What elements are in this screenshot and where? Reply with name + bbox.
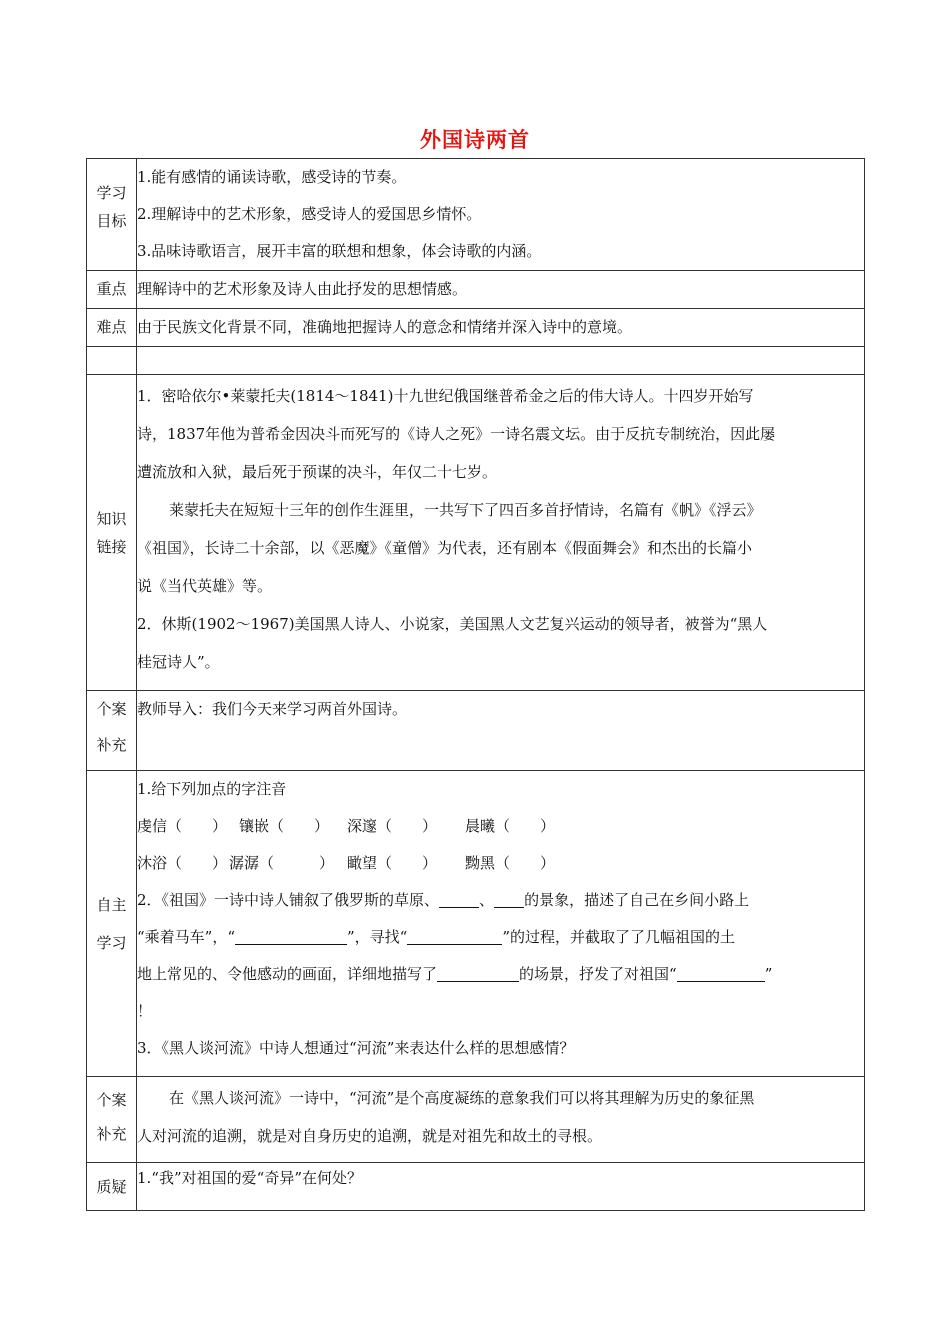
fill-blank-5[interactable] [437,963,519,982]
pinyin-item: 深邃（ ） [347,817,438,835]
pinyin-item: 镶嵌（ ） [239,817,330,835]
goal-1: 1.能有感情的诵读诗歌，感受诗的节奏。 [137,168,407,186]
knowledge-line-2: 诗，1837年他为普希金因决斗而死写的《诗人之死》一诗名震文坛。由于反抗专制统治，因此屡 [137,425,776,443]
empty-cell-content [137,347,865,375]
empty-cell-label [87,347,137,375]
q2-text: 的场景，抒发了对祖国“ [519,965,677,983]
supplement-2-line-2: 人对河流的追溯，就是对自身历史的追溯，就是对祖先和故土的寻根。 [137,1127,603,1145]
knowledge-content [137,375,865,691]
q2-text: 、 [479,891,495,909]
row-knowledge [87,375,865,691]
q2-text: 的景象，描述了自己在乡间小路上 [524,891,750,909]
label-supplement-2: 个案补充 [87,1077,137,1163]
pinyin-item: 瞰望（ ） [347,854,438,872]
goal-2: 2.理解诗中的艺术形象，感受诗人的爱国思乡情怀。 [137,205,482,223]
supplement-2-line-1: 在《黑人谈河流》一诗中，“河流”是个高度凝练的意象我们可以将其理解为历史的象征黑 [169,1089,755,1107]
q2-text: ”的过程，并截取了了几幅祖国的土 [502,928,736,946]
q2-text: 地上常见的、令他感动的画面，详细地描写了 [137,965,438,983]
knowledge-line-8: 桂冠诗人”。 [137,653,220,671]
knowledge-line-1: 1．密哈依尔•莱蒙托夫(1814～1841)十九世纪俄国继普希金之后的伟大诗人。十四岁开始写 [137,387,754,405]
self-study-q3: 3．《黑人谈河流》中诗人想通过“河流”来表达什么样的思想感情？ [137,1039,575,1057]
row-goals [87,159,865,271]
knowledge-line-3: 遭流放和入狱，最后死于预谋的决斗，年仅二十七岁。 [137,463,498,481]
knowledge-line-6: 说《当代英雄》等。 [137,577,273,595]
self-study-q2-line-1 [137,882,864,919]
self-study-q2-line-3 [137,956,864,993]
page-title: 外国诗两首 [420,128,530,152]
q2-text: ”，寻找“ [347,928,408,946]
pinyin-item: 晨曦（ ） [465,817,556,835]
questions-text: 1.“我”对祖国的爱“奇异”在何处？ [137,1163,865,1211]
label-key-points: 重点 [87,271,137,309]
label-goals: 学习目标 [87,159,137,271]
self-study-content [137,771,865,1077]
self-study-q1: 1.给下列加点的字注音 [137,780,287,798]
q2-text: 2．《祖国》一诗中诗人铺叙了俄罗斯的草原、 [137,891,440,909]
fill-blank-6[interactable] [677,963,765,982]
pinyin-row-1 [137,808,864,845]
label-supplement-1: 个案补充 [87,691,137,771]
pinyin-item: 潺潺（ ） [229,854,335,872]
goals-content [137,159,865,271]
knowledge-line-4: 莱蒙托夫在短短十三年的创作生涯里，一共写下了四百多首抒情诗，名篇有《帆》《浮云》 [169,501,762,519]
knowledge-line-5: 《祖国》，长诗二十余部，以《恶魔》《童僧》为代表，还有剧本《假面舞会》和杰出的长篇小 [137,539,753,557]
supplement-2-content [137,1077,865,1163]
q2-text: “乘着马车”，“ [137,928,236,946]
fill-blank-3[interactable] [235,926,347,945]
goal-3: 3.品味诗歌语言，展开丰富的联想和想象，体会诗歌的内涵。 [137,242,542,260]
self-study-q2-line-2 [137,919,864,956]
row-supplement-1 [87,691,865,771]
q2-text: ” [764,965,773,983]
fill-blank-4[interactable] [407,926,502,945]
row-key-points [87,271,865,309]
label-questions: 质疑 [87,1163,137,1211]
label-difficulties: 难点 [87,309,137,347]
knowledge-line-7: 2．休斯(1902～1967)美国黑人诗人、小说家，美国黑人文艺复兴运动的领导者，被誉为“黑人 [137,615,768,633]
fill-blank-1[interactable] [439,889,479,908]
label-self-study: 自主学习 [87,771,137,1077]
fill-blank-2[interactable] [494,889,524,908]
self-study-q2-line-4: ！ [137,1002,153,1020]
row-difficulties [87,309,865,347]
pinyin-item: 沐浴（ ） [137,854,228,872]
pinyin-item: 虔信（ ） [137,817,228,835]
key-points-text: 理解诗中的艺术形象及诗人由此抒发的思想情感。 [137,271,865,309]
difficulties-text: 由于民族文化背景不同，准确地把握诗人的意念和情绪并深入诗中的意境。 [137,309,865,347]
row-self-study [87,771,865,1077]
row-supplement-2 [87,1077,865,1163]
pinyin-item: 黝黑（ ） [465,854,556,872]
row-empty [87,347,865,375]
lesson-plan-table [86,158,865,1211]
label-knowledge: 知识链接 [87,375,137,691]
row-questions [87,1163,865,1211]
supplement-1-text: 教师导入：我们今天来学习两首外国诗。 [137,691,865,771]
pinyin-row-2 [137,845,864,882]
